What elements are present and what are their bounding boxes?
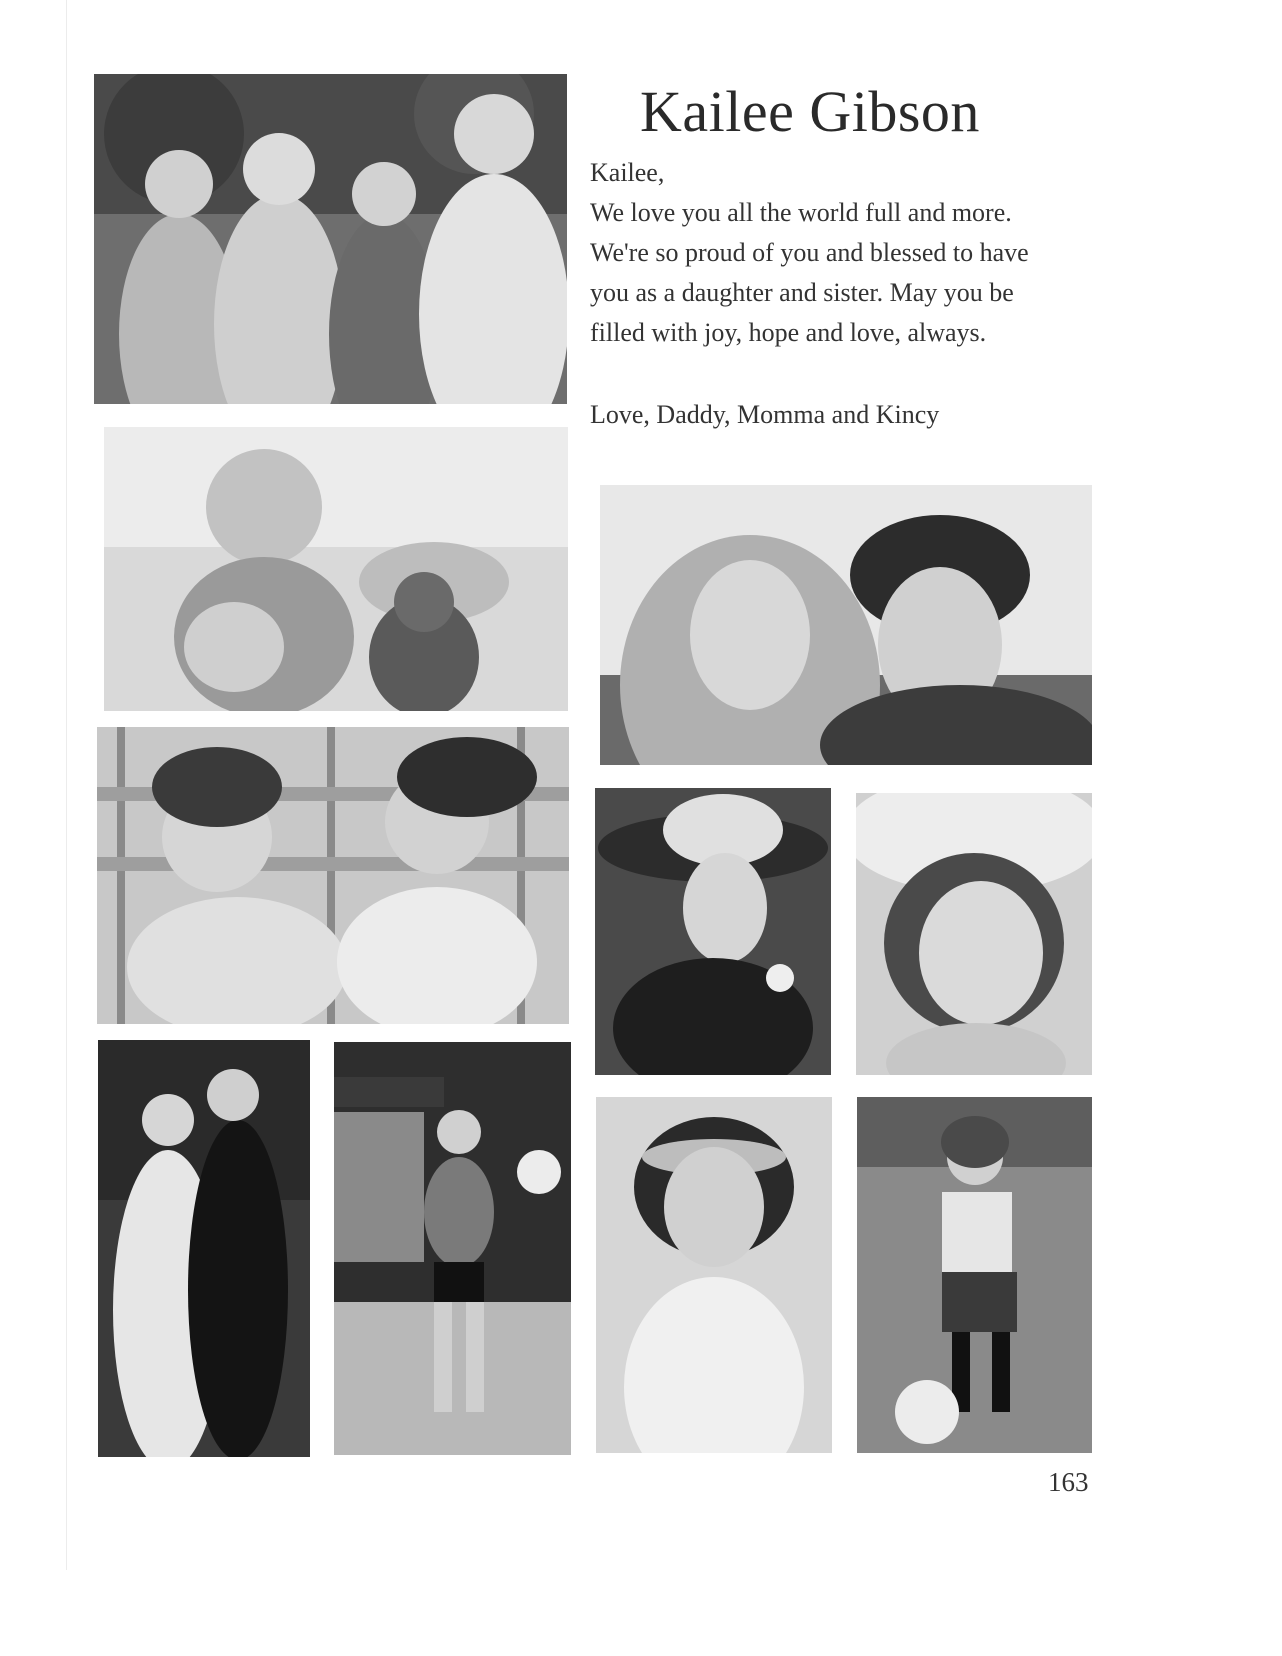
- daughter-dancing-with-father-photo: [98, 1040, 310, 1457]
- sisters-selfie-photo: [600, 485, 1092, 765]
- message-greeting: Kailee,: [590, 158, 665, 187]
- dedication-message: [590, 153, 1110, 353]
- message-line: filled with joy, hope and love, always.: [590, 318, 987, 347]
- page-number: 163: [1048, 1467, 1089, 1497]
- flower-girl-photo: [596, 1097, 832, 1453]
- message-line: We love you all the world full and more.: [590, 198, 1012, 227]
- page-title: Kailee Gibson: [640, 79, 980, 144]
- young-soccer-player-photo: [857, 1097, 1092, 1453]
- message-line: you as a daughter and sister. May you be: [590, 278, 1014, 307]
- girl-in-wide-hat-photo: [595, 788, 831, 1075]
- family-group-photo: [94, 74, 567, 404]
- message-signoff: Love, Daddy, Momma and Kincy: [590, 400, 940, 429]
- toddler-with-teddy-bears-photo: [104, 427, 568, 711]
- two-young-sisters-photo: [97, 727, 569, 1024]
- child-in-paper-hat-photo: [856, 793, 1092, 1075]
- volleyball-player-photo: [334, 1042, 571, 1455]
- message-line: We're so proud of you and blessed to have: [590, 238, 1029, 267]
- page-gutter-line: [66, 0, 67, 1570]
